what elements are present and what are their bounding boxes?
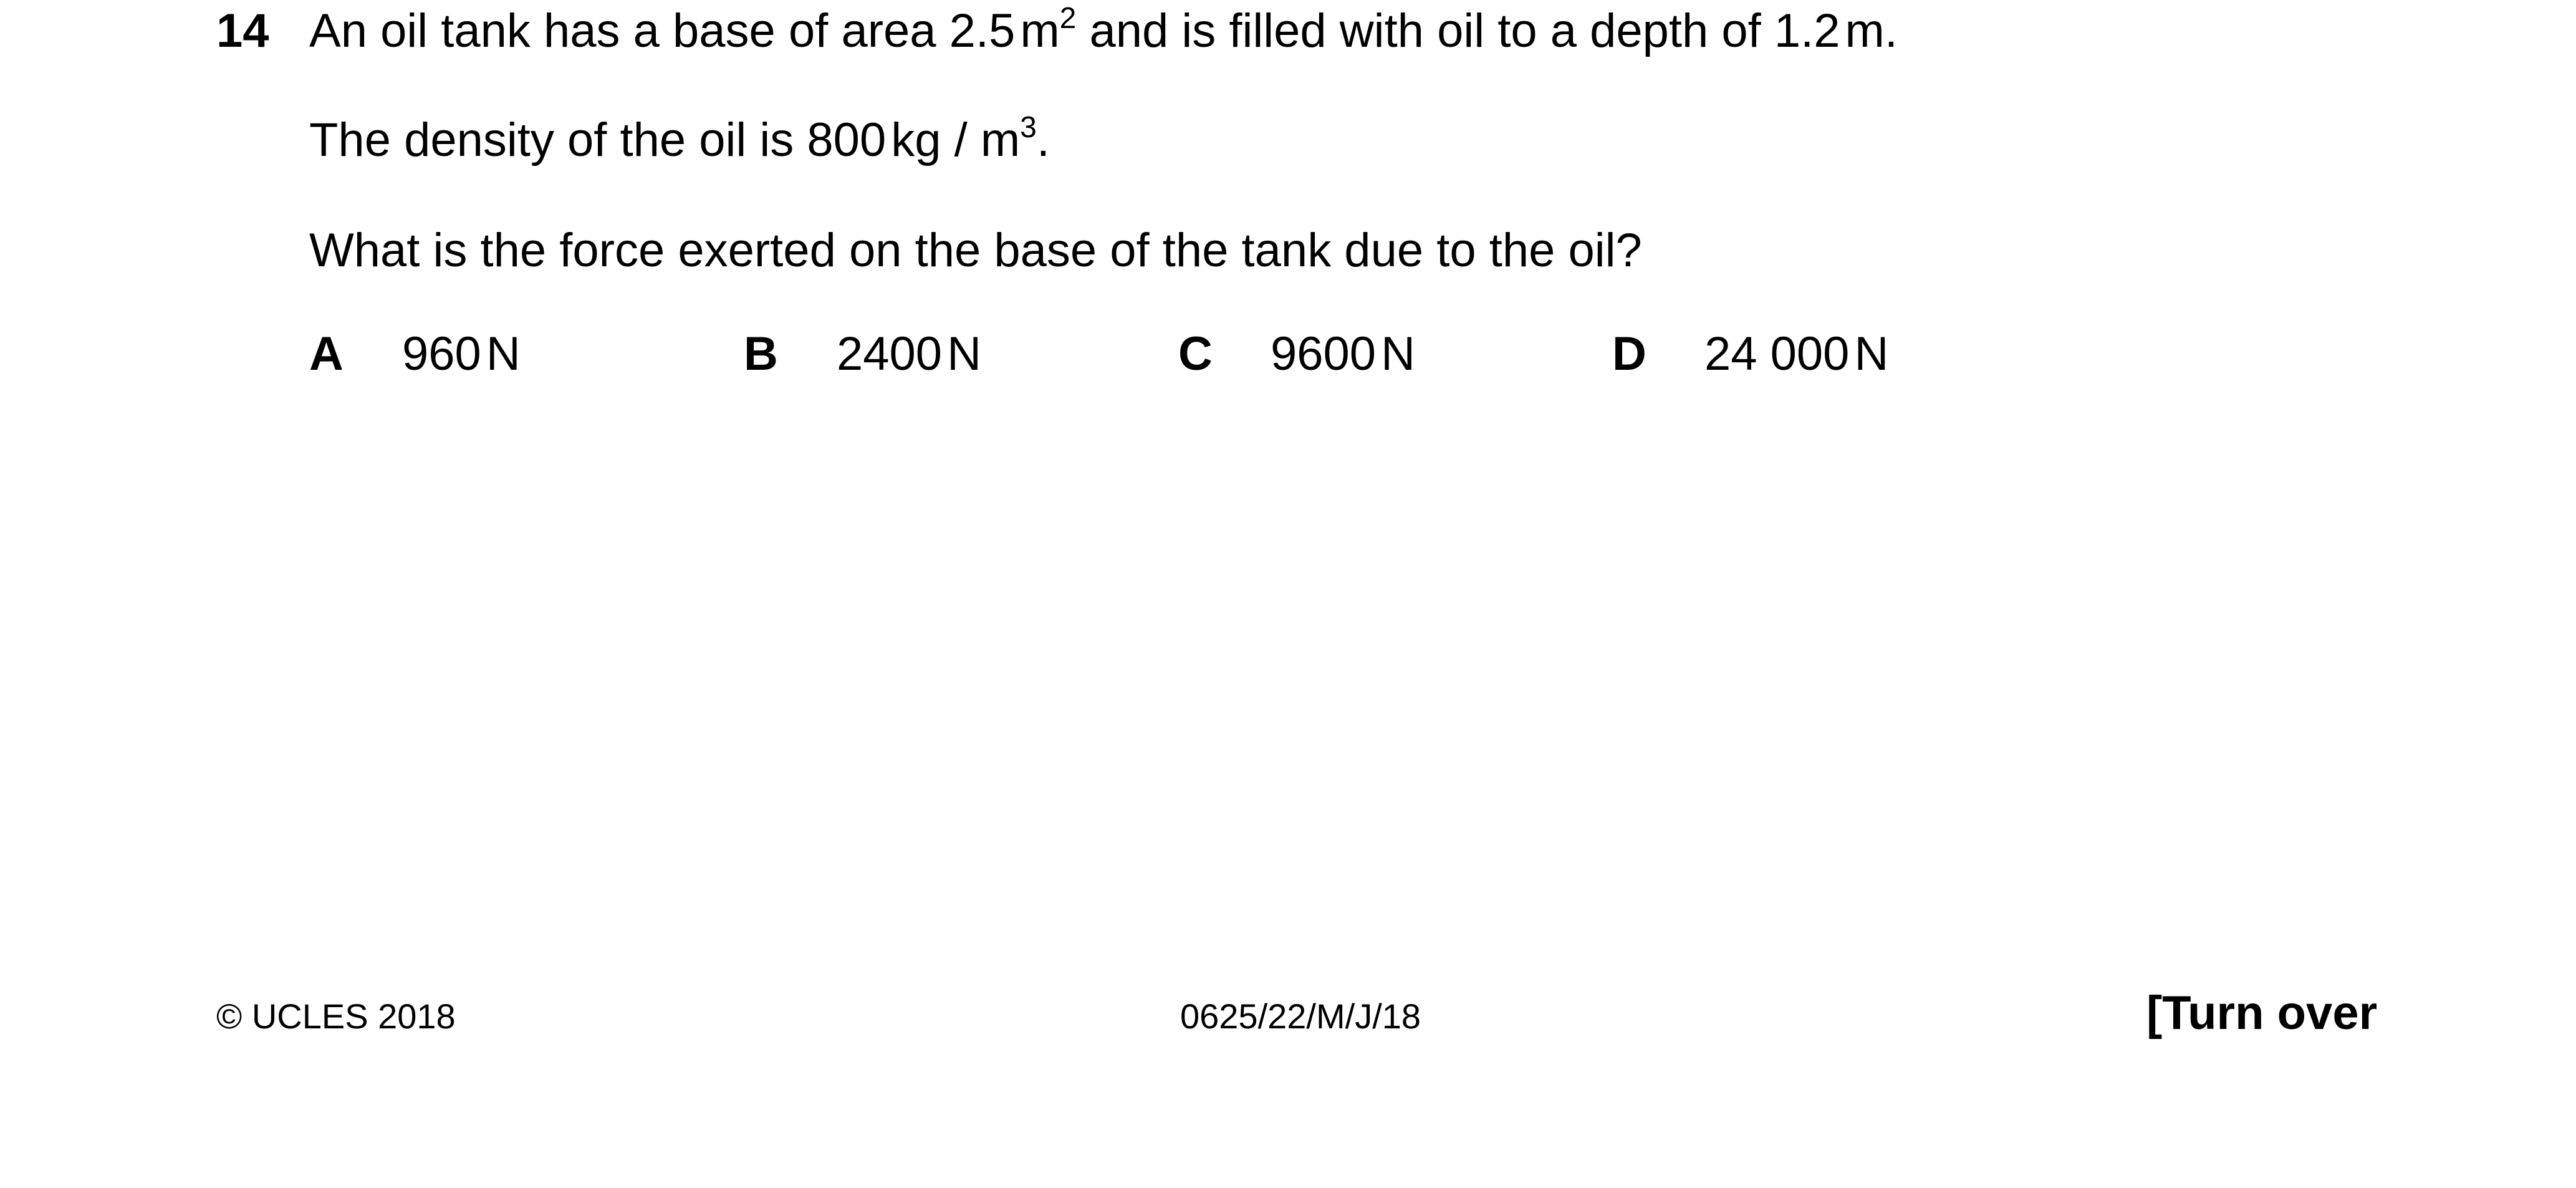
turn-over-label: [Turn over: [2146, 987, 2378, 1040]
option-c-letter[interactable]: C: [1178, 327, 1213, 380]
option-a-letter[interactable]: A: [309, 327, 344, 380]
stem-text: .: [1036, 113, 1050, 167]
stem-text: The density of the oil is 800: [309, 113, 887, 167]
stem-text: and is filled with oil to a depth of 1.2: [1076, 4, 1840, 57]
option-value-unit: N: [1381, 327, 1415, 380]
option-value-number: 2400: [837, 327, 943, 380]
option-b-value[interactable]: [837, 323, 981, 385]
option-a-value[interactable]: [402, 323, 521, 385]
copyright-notice: © UCLES 2018: [216, 997, 456, 1036]
option-value-unit: N: [1854, 327, 1889, 380]
area-unit: m: [1020, 4, 1060, 57]
depth-unit: m.: [1845, 4, 1898, 57]
area-exponent: 2: [1059, 2, 1077, 35]
density-unit: kg / m: [891, 113, 1021, 167]
option-d-letter[interactable]: D: [1612, 327, 1646, 380]
stem-text: An oil tank has a base of area 2.5: [309, 4, 1016, 57]
option-value-unit: N: [486, 327, 521, 380]
paper-code: 0625/22/M/J/18: [1180, 997, 1421, 1036]
question-prompt: What is the force exerted on the base of the tank due to the oil?: [309, 224, 1642, 277]
question-number: 14: [216, 4, 269, 57]
option-value-unit: N: [947, 327, 981, 380]
option-b-letter[interactable]: B: [744, 327, 778, 380]
option-c-value[interactable]: [1271, 323, 1415, 385]
option-value-number: 9600: [1271, 327, 1377, 380]
density-exponent: 3: [1020, 111, 1037, 144]
option-value-number: 960: [402, 327, 481, 380]
option-value-number: 24 000: [1704, 327, 1850, 380]
question-stem-line-1: [309, 0, 1898, 62]
question-stem-line-2: [309, 109, 1050, 171]
option-d-value[interactable]: [1704, 323, 1888, 385]
